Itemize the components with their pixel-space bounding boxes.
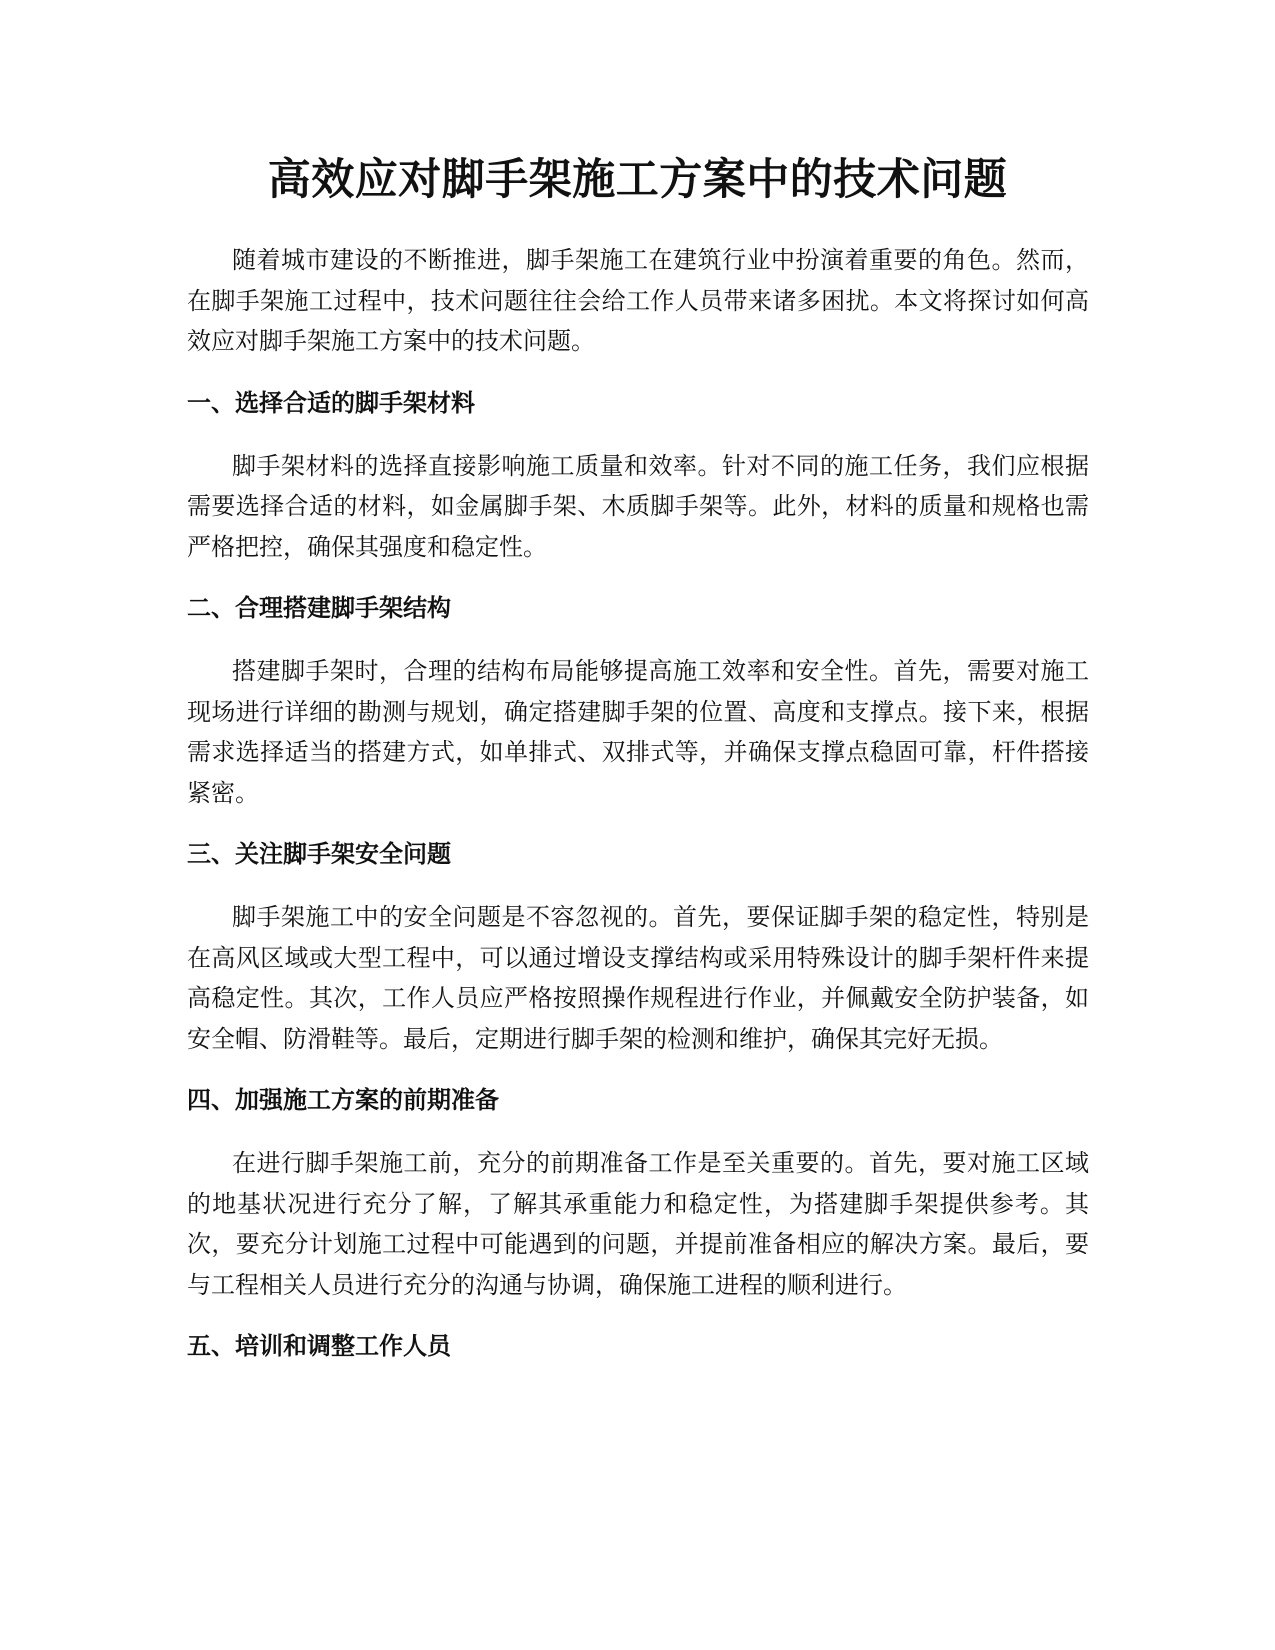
section-paragraph-2: 搭建脚手架时，合理的结构布局能够提高施工效率和安全性。首先，需要对施工现场进行详细的勘测与规划，确定搭建脚手架的位置、高度和支撑点。接下来，根据需求选择适当的搭建方式，如单排式、双排式等，并确保支撑点稳固可靠，杆件搭接紧密。 (187, 657, 1089, 807)
section-paragraph-1: 脚手架材料的选择直接影响施工质量和效率。针对不同的施工任务，我们应根据需要选择合适的材料，如金属脚手架、木质脚手架等。此外，材料的质量和规格也需严格把控，确保其强度和稳定性。 (187, 451, 1089, 561)
section-heading-2: 二、合理搭建脚手架结构 (187, 594, 451, 622)
section-heading-1: 一、选择合适的脚手架材料 (187, 388, 475, 417)
section-paragraph-3: 脚手架施工中的安全问题是不容忽视的。首先，要保证脚手架的稳定性，特别是在高风区域或大型工程中，可以通过增设支撑结构或采用特殊设计的脚手架杆件来提高稳定性。其次，工作人员应严格按照操作规程进行作业，并佩戴安全防护装备，如安全帽、防滑鞋等。最后，定期进行脚手架的检测和维护，确保其完好无损。 (187, 903, 1089, 1053)
section-paragraph-4: 在进行脚手架施工前，充分的前期准备工作是至关重要的。首先，要对施工区域的地基状况进行充分了解，了解其承重能力和稳定性，为搭建脚手架提供参考。其次，要充分计划施工过程中可能遇到的问题，并提前准备相应的解决方案。最后，要与工程相关人员进行充分的沟通与协调，确保施工进程的顺利进行。 (187, 1149, 1089, 1299)
section-heading-5: 五、培训和调整工作人员 (187, 1332, 451, 1360)
document-title: 高效应对脚手架施工方案中的技术问题 (267, 155, 1008, 205)
intro-paragraph: 随着城市建设的不断推进，脚手架施工在建筑行业中扮演着重要的角色。然而，在脚手架施工过程中，技术问题往往会给工作人员带来诸多困扰。本文将探讨如何高效应对脚手架施工方案中的技术问题。 (187, 246, 1089, 355)
section-heading-4: 四、加强施工方案的前期准备 (187, 1086, 499, 1114)
section-heading-3: 三、关注脚手架安全问题 (187, 840, 451, 868)
document-body (187, 240, 1089, 1389)
